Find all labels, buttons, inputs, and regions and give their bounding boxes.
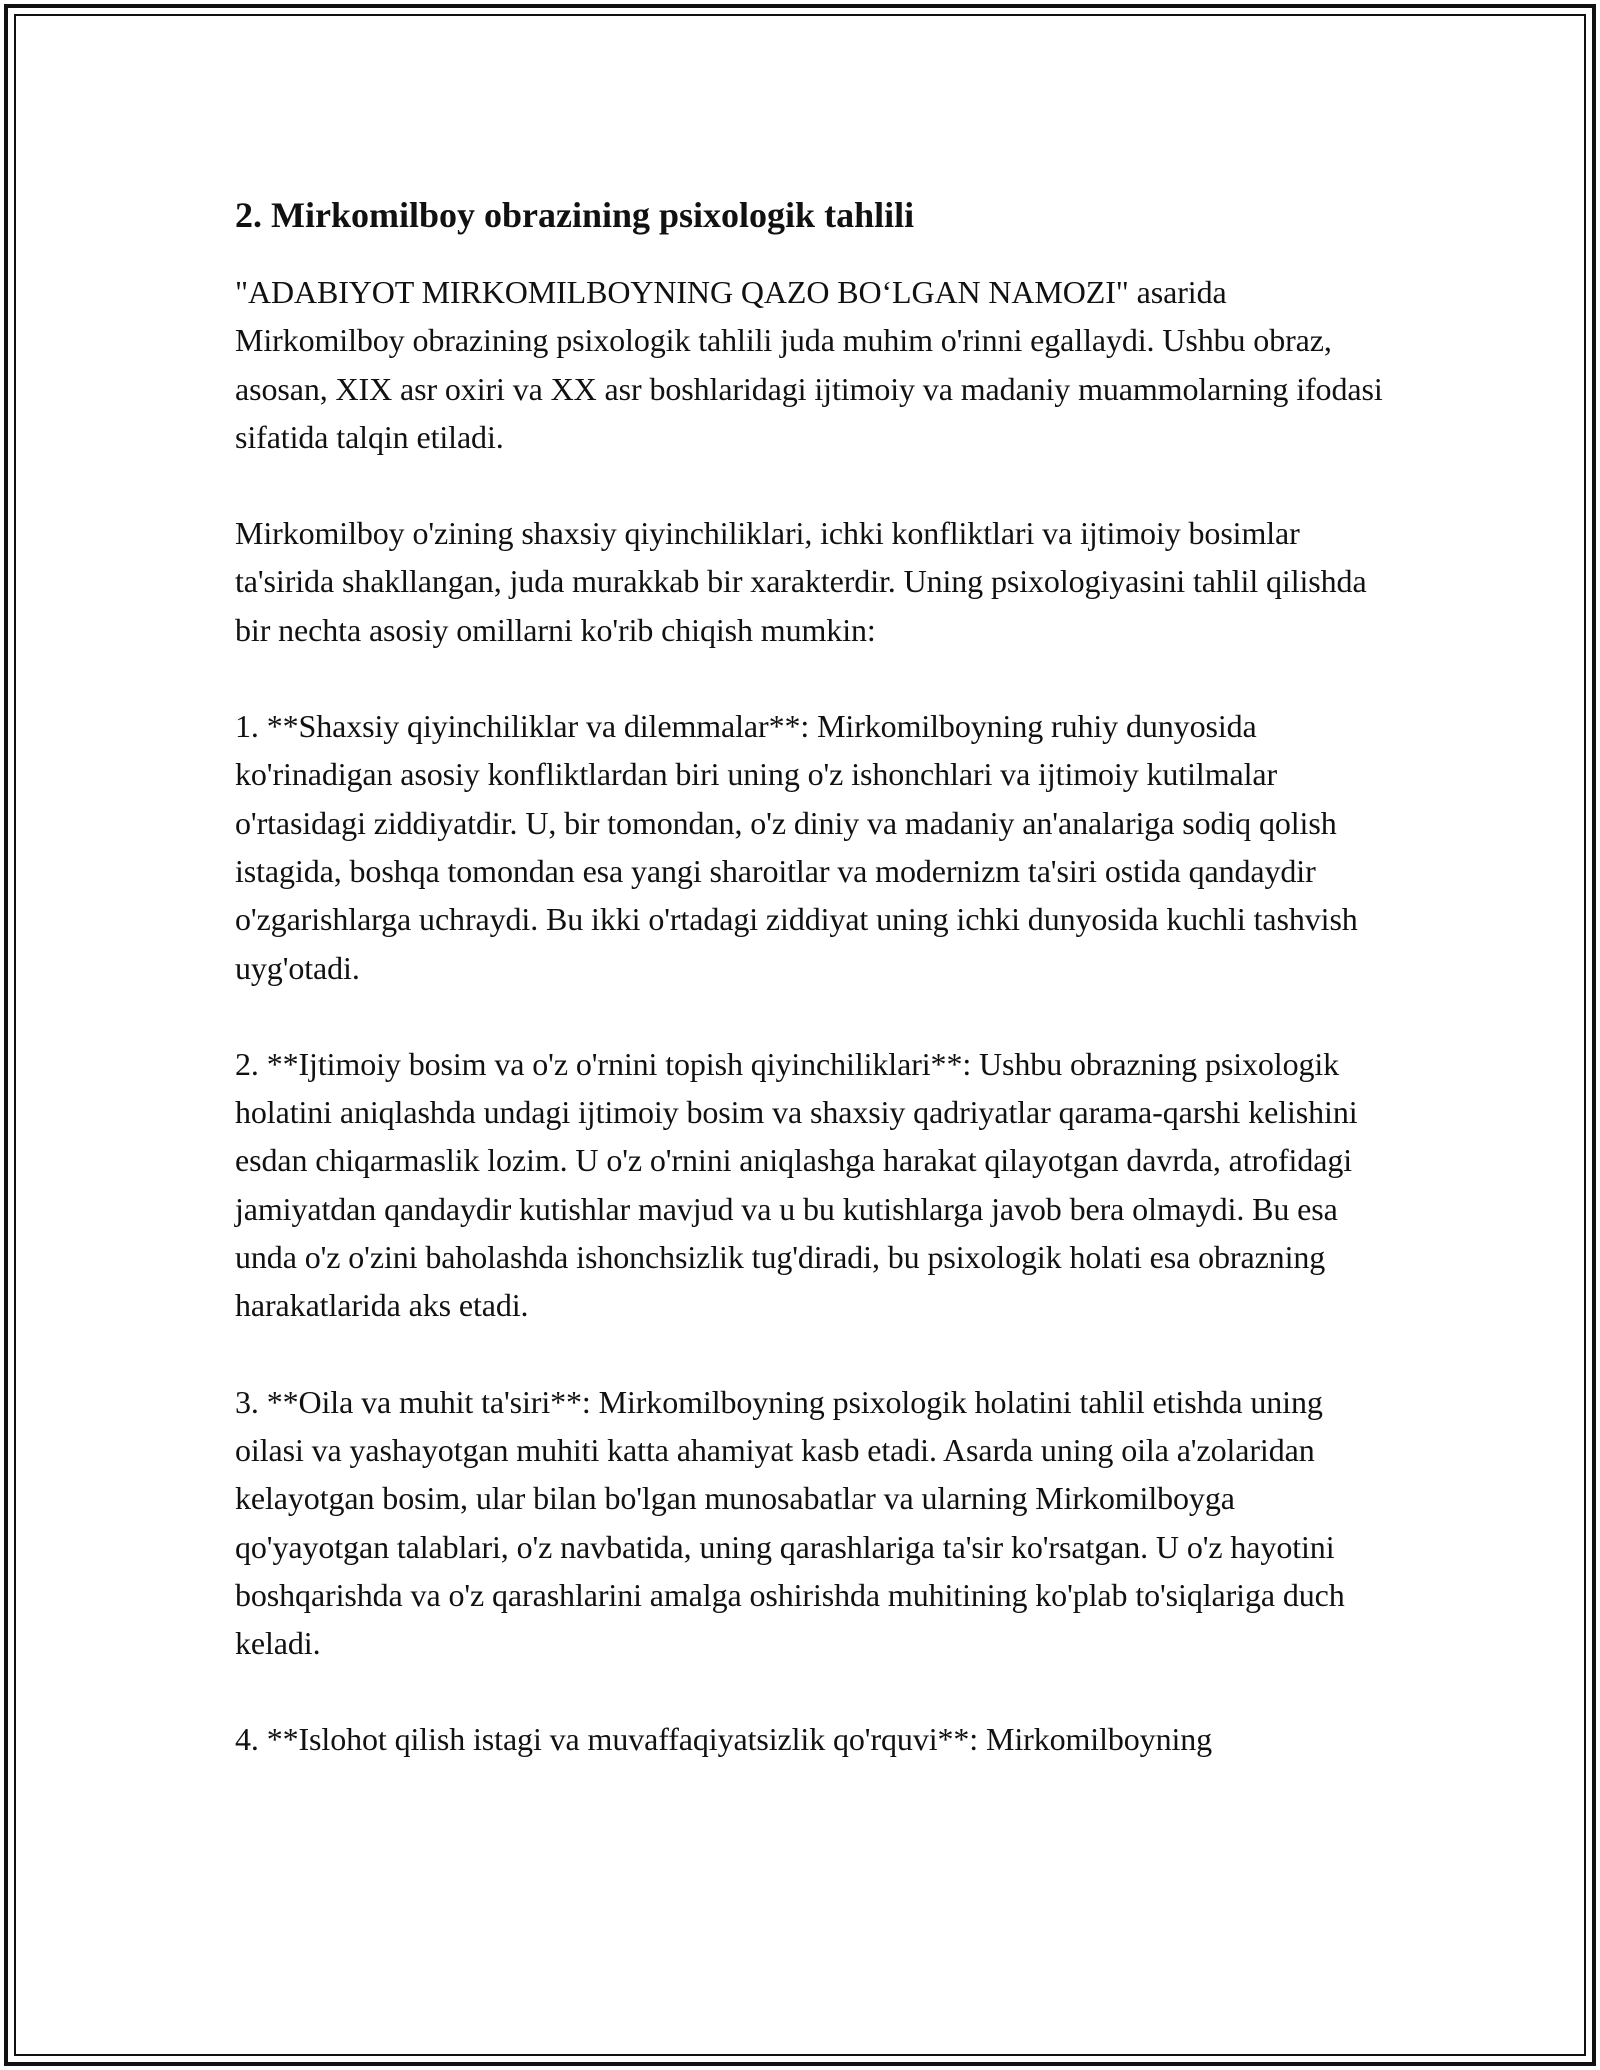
list-item-1: 1. **Shaxsiy qiyinchiliklar va dilemmalar**: Mirkomilboyning ruhiy dunyosida ko'rinadigan asosiy konfliktlardan biri uning o'z ishonchlari va ijtimoiy kutilmalar o'rtasidagi ziddiyatdir. U, bir tomondan, o'z diniy va madaniy an'analariga sodiq qolish istagida, boshqa tomondan esa yangi sharoitlar va modernizm ta'siri ostida qandaydir o'zgarishlarga uchraydi. Bu ikki o'rtadagi ziddiyat uning ichki dunyosida kuchli tashvish uyg'otadi. bbox=[235, 708, 1358, 986]
paragraph-intro: "ADABIYOT MIRKOMILBOYNING QAZO BO‘LGAN NAMOZI" asarida Mirkomilboy obrazining psixologik tahlili juda muhim o'rinni egallaydi. Ushbu obraz, asosan, XIX asr oxiri va XX asr boshlaridagi ijtimoiy va madaniy muammolarning ifodasi sifatida talqin etiladi. bbox=[235, 274, 1383, 455]
list-item-4: 4. **Islohot qilish istagi va muvaffaqiyatsizlik qo'rquvi**: Mirkomilboyning bbox=[235, 1721, 1213, 1758]
section-heading: 2. Mirkomilboy obrazining psixologik tahlili bbox=[235, 195, 915, 235]
paragraph-overview: Mirkomilboy o'zining shaxsiy qiyinchiliklari, ichki konfliktlari va ijtimoiy bosimlar ta'sirida shakllangan, juda murakkab bir xarakterdir. Uning psixologiyasini tahlil qilishda bir nechta asosiy omillarni ko'rib chiqish mumkin: bbox=[235, 515, 1367, 648]
document-body bbox=[235, 186, 1385, 1812]
list-item-2: 2. **Ijtimoiy bosim va o'z o'rnini topish qiyinchiliklari**: Ushbu obrazning psixologik holatini aniqlashda undagi ijtimoiy bosim va shaxsiy qadriyatlar qarama-qarshi kelishini esdan chiqarmaslik lozim. U o'z o'rnini aniqlashga harakat qilayotgan davrda, atrofidagi jamiyatdan qandaydir kutishlar mavjud va u bu kutishlarga javob bera olmaydi. Bu esa unda o'z o'zini baholashda ishonchsizlik tug'diradi, bu psixologik holati esa obrazning harakatlarida aks etadi. bbox=[235, 1045, 1358, 1324]
list-item-3: 3. **Oila va muhit ta'siri**: Mirkomilboyning psixologik holatini tahlil etishda uning oilasi va yashayotgan muhiti katta ahamiyat kasb etadi. Asarda uning oila a'zolaridan kelayotgan bosim, ular bilan bo'lgan munosabatlar va ularning Mirkomilboyga qo'yayotgan talablari, o'z navbatida, uning qarashlariga ta'sir ko'rsatgan. U o'z hayotini boshqarishda va o'z qarashlarini amalga oshirishda muhitining ko'plab to'siqlariga duch keladi. bbox=[235, 1383, 1345, 1662]
